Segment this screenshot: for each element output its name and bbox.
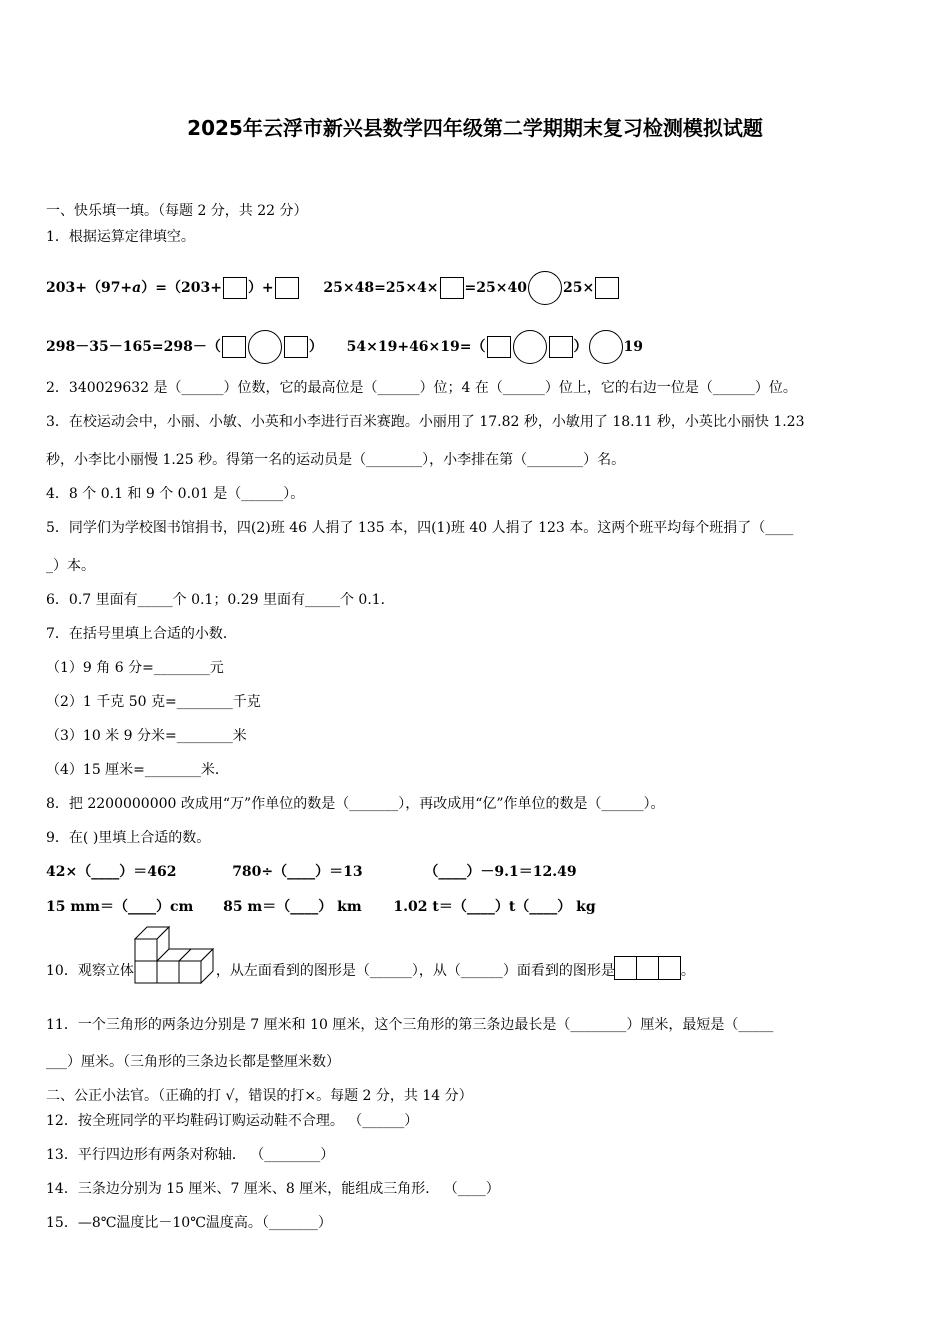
question-1-row-1	[46, 271, 620, 305]
q9-item: 780÷（____）＝13	[232, 864, 363, 880]
question-1-stem: 1．根据运算定律填空。	[46, 229, 195, 245]
question-11-line-2: ___）厘米。（三角形的三条边长都是整厘米数）	[46, 1054, 340, 1070]
view-shape-figure	[615, 956, 681, 986]
question-7-item-2: （2）1 千克 50 克=________千克	[46, 694, 261, 710]
answer-circle[interactable]	[248, 330, 282, 364]
question-14: 14．三条边分别为 15 厘米、7 厘米、8 厘米，能组成三角形． （____）	[46, 1181, 500, 1197]
answer-box[interactable]	[549, 336, 573, 358]
question-7-item-3: （3）10 米 9 分米=________米	[46, 728, 247, 744]
q9-item: 85 m＝（____） km	[223, 899, 362, 915]
cube-figure	[134, 925, 218, 987]
q9-item: 1.02 t＝（____）t（____） kg	[393, 899, 596, 915]
question-5-line-2: _）本。	[46, 558, 95, 574]
q1-r1a-text-1: 203+（97+	[46, 280, 133, 296]
question-12: 12．按全班同学的平均鞋码订购运动鞋不合理。 （______）	[46, 1113, 419, 1129]
answer-box[interactable]	[487, 336, 511, 358]
q10-text-3: 。	[680, 963, 695, 979]
q1-r2b-text-1: 54×19+46×19=（	[346, 339, 486, 355]
page-title: 2025年云浮市新兴县数学四年级第二学期期末复习检测模拟试题	[187, 116, 763, 140]
answer-circle[interactable]	[528, 271, 562, 305]
q9-item: （____）－9.1＝12.49	[424, 864, 577, 880]
question-1-row-2	[46, 330, 643, 364]
question-5-line-1: 5．同学们为学校图书馆捐书，四(2)班 46 人捐了 135 本，四(1)班 40 人捐了 123 本。这两个班平均每个班捐了（____	[46, 520, 794, 536]
answer-circle[interactable]	[513, 330, 547, 364]
section-1-heading: 一、快乐填一填。（每题 2 分，共 22 分）	[46, 203, 308, 219]
question-3-line-2: 秒，小李比小丽慢 1.25 秒。得第一名的运动员是（________），小李排在第（________）名。	[46, 452, 626, 468]
question-6: 6．0.7 里面有_____个 0.1；0.29 里面有_____个 0.1．	[46, 592, 395, 608]
question-13: 13．平行四边形有两条对称轴． （________）	[46, 1147, 335, 1163]
answer-circle[interactable]	[589, 330, 623, 364]
answer-box[interactable]	[223, 277, 247, 299]
q1-r2b-text-2: ）	[573, 339, 588, 355]
answer-box[interactable]	[440, 277, 464, 299]
question-9-stem: 9．在( )里填上合适的数。	[46, 830, 211, 846]
question-10	[46, 956, 695, 986]
q1-r1a-text-3: ）+	[247, 280, 274, 296]
answer-box[interactable]	[275, 277, 299, 299]
q1-r2a-text-1: 298－35－165=298－（	[46, 339, 221, 355]
q1-r2b-text-3: 19	[623, 339, 643, 355]
question-3-line-1: 3．在校运动会中，小丽、小敏、小英和小李进行百米赛跑。小丽用了 17.82 秒，小敏用了 18.11 秒，小英比小丽快 1.23	[46, 414, 805, 430]
question-7-item-4: （4）15 厘米=________米．	[46, 762, 229, 778]
q1-variable-a: a	[132, 280, 142, 296]
question-15: 15．—8℃温度比－10℃温度高。（_______）	[46, 1215, 332, 1231]
answer-box[interactable]	[222, 336, 246, 358]
question-11-line-1: 11．一个三角形的两条边分别是 7 厘米和 10 厘米，这个三角形的第三条边最长是（________）厘米，最短是（_____	[46, 1017, 774, 1033]
answer-box[interactable]	[284, 336, 308, 358]
q10-text-2: ，从左面看到的图形是（______），从（______）面看到的图形是	[215, 963, 615, 979]
q9-item: 15 mm＝（____）cm	[46, 899, 194, 915]
section-2-heading: 二、公正小法官。（正确的打 √，错误的打×。每题 2 分，共 14 分）	[46, 1088, 473, 1104]
question-9-row-2	[46, 897, 596, 917]
q1-r1a-text-2: ）=（203+	[141, 280, 222, 296]
q1-r1b-text-1: 25×48=25×4×	[323, 280, 439, 296]
q9-item: 42×（____）＝462	[46, 864, 177, 880]
q1-r2a-text-2: ）	[308, 339, 323, 355]
question-2: 2．340029632 是（______）位数，它的最高位是（______）位；4 在（______）位上，它的右边一位是（______）位。	[46, 380, 797, 396]
answer-box[interactable]	[595, 277, 619, 299]
question-8: 8．把 2200000000 改成用“万”作单位的数是（_______），再改成用“亿”作单位的数是（______）。	[46, 796, 665, 812]
q1-r1b-text-3: 25×	[562, 280, 595, 296]
q10-text-1: 10．观察立体	[46, 963, 134, 979]
question-7-item-1: （1）9 角 6 分=________元	[46, 660, 224, 676]
question-4: 4．8 个 0.1 和 9 个 0.01 是（______）。	[46, 486, 305, 502]
question-9-row-1	[46, 862, 577, 882]
q1-r1b-text-2: =25×40	[464, 280, 527, 296]
question-7-stem: 7．在括号里填上合适的小数．	[46, 626, 237, 642]
